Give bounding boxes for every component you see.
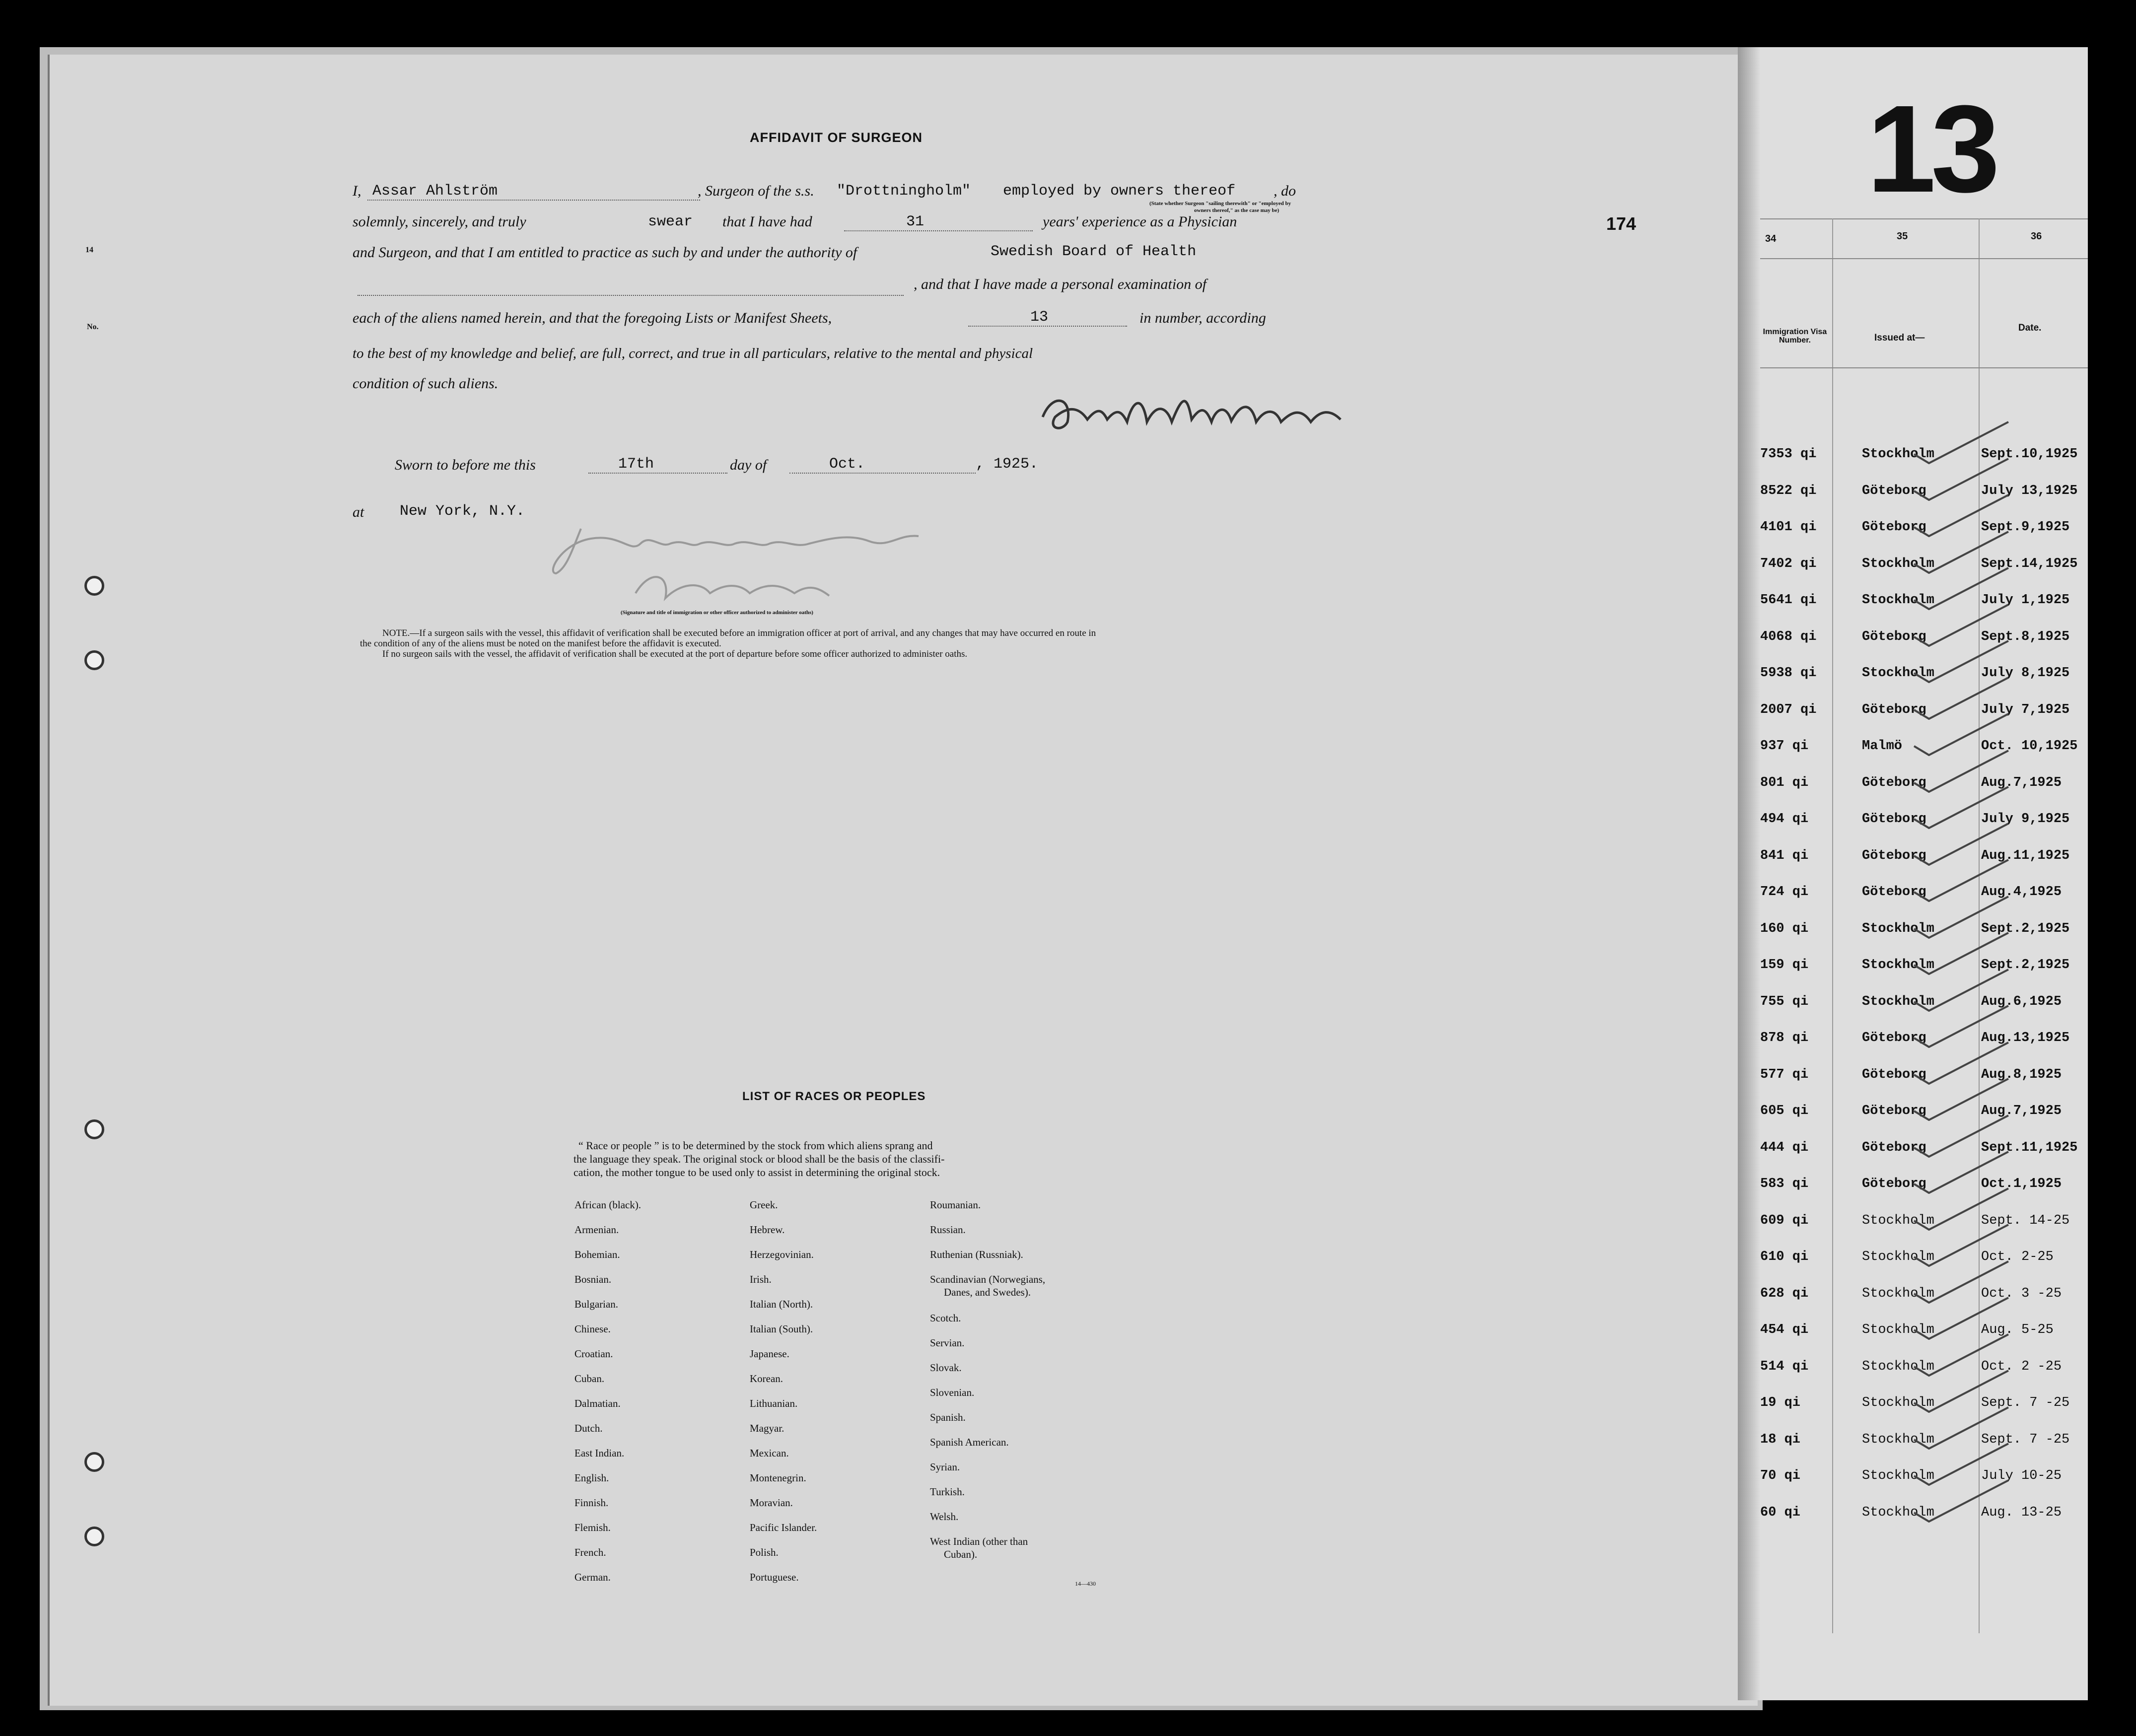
visa-date: Aug.7,1925 bbox=[1981, 775, 2062, 790]
race-item: Slovak. bbox=[930, 1362, 962, 1374]
visa-date: July 9,1925 bbox=[1981, 812, 2070, 827]
issued-at: Göteborg bbox=[1862, 520, 1926, 535]
visa-date: Aug. 5-25 bbox=[1981, 1322, 2054, 1337]
visa-date: July 7,1925 bbox=[1981, 702, 2070, 717]
affidavit-line-2b: that I have had bbox=[722, 213, 812, 230]
race-item: Welsh. bbox=[930, 1511, 959, 1523]
issued-at: Göteborg bbox=[1862, 812, 1926, 827]
race-item: Greek. bbox=[750, 1199, 778, 1211]
employment-note-1: (State whether Surgeon "sailing therewith" or "employed by bbox=[1149, 201, 1291, 207]
visa-date: Aug.8,1925 bbox=[1981, 1067, 2062, 1082]
race-item: Spanish. bbox=[930, 1411, 966, 1423]
race-item: Korean. bbox=[750, 1373, 783, 1385]
race-item: Pacific Islander. bbox=[750, 1522, 817, 1533]
form-number: 14—430 bbox=[1075, 1580, 1096, 1587]
visa-number: 159 qi bbox=[1760, 958, 1809, 972]
visa-date: Sept.14,1925 bbox=[1981, 556, 2078, 571]
issued-at: Stockholm bbox=[1862, 666, 1934, 681]
officer-caption: (Signature and title of immigration or other officer authorized to administer oaths) bbox=[621, 610, 813, 616]
visa-date: Sept.2,1925 bbox=[1981, 921, 2070, 936]
visa-number: 8522 qi bbox=[1760, 483, 1817, 498]
issued-at: Göteborg bbox=[1862, 1067, 1926, 1082]
race-item: Mexican. bbox=[750, 1447, 789, 1459]
race-item: Cuban). bbox=[944, 1548, 978, 1560]
race-item: Italian (South). bbox=[750, 1323, 813, 1335]
race-item: Scandinavian (Norwegians, bbox=[930, 1273, 1046, 1285]
race-item: Irish. bbox=[750, 1273, 772, 1285]
visa-date: Sept.10,1925 bbox=[1981, 447, 2078, 462]
race-item: Magyar. bbox=[750, 1422, 784, 1434]
header-date: Date. bbox=[2018, 323, 2042, 333]
issued-at: Stockholm bbox=[1862, 1395, 1934, 1410]
race-item: West Indian (other than bbox=[930, 1535, 1028, 1547]
column-number: 34 bbox=[1765, 233, 1777, 244]
race-item: Polish. bbox=[750, 1546, 779, 1558]
margin-no-label: No. bbox=[87, 323, 99, 331]
race-item: Moravian. bbox=[750, 1497, 793, 1509]
check-mark bbox=[1909, 1478, 2018, 1523]
issued-at: Göteborg bbox=[1862, 1177, 1926, 1191]
visa-number: 2007 qi bbox=[1760, 702, 1817, 717]
visa-number: 444 qi bbox=[1760, 1140, 1809, 1155]
visa-number: 724 qi bbox=[1760, 885, 1809, 900]
sworn-year: , 1925. bbox=[976, 456, 1039, 473]
visa-date: Aug.4,1925 bbox=[1981, 885, 2062, 900]
race-item: Roumanian. bbox=[930, 1199, 981, 1211]
race-item: Portuguese. bbox=[750, 1571, 799, 1583]
race-item: East Indian. bbox=[574, 1447, 625, 1459]
visa-date: Aug.13,1925 bbox=[1981, 1031, 2070, 1045]
race-item: Bohemian. bbox=[574, 1249, 620, 1260]
race-item: Ruthenian (Russniak). bbox=[930, 1249, 1023, 1260]
race-item: Syrian. bbox=[930, 1461, 960, 1473]
surgeon-name-rule bbox=[367, 200, 700, 201]
visa-number: 628 qi bbox=[1760, 1286, 1809, 1301]
affidavit-page bbox=[48, 55, 1758, 1706]
visa-date: July 1,1925 bbox=[1981, 593, 2070, 608]
visa-number: 583 qi bbox=[1760, 1177, 1809, 1191]
affidavit-title: AFFIDAVIT OF SURGEON bbox=[750, 130, 923, 145]
visa-date: Aug.11,1925 bbox=[1981, 848, 2070, 863]
race-item: Bulgarian. bbox=[574, 1298, 619, 1310]
sworn-day-rule bbox=[588, 473, 727, 474]
issued-at: Göteborg bbox=[1862, 1140, 1926, 1155]
column-number: 36 bbox=[2031, 231, 2042, 242]
visa-date: Sept.9,1925 bbox=[1981, 520, 2070, 535]
visa-number: 937 qi bbox=[1760, 739, 1809, 754]
visa-date: July 8,1925 bbox=[1981, 666, 2070, 681]
affidavit-line-2a: solemnly, sincerely, and truly bbox=[353, 213, 526, 230]
race-item: Montenegrin. bbox=[750, 1472, 806, 1484]
affidavit-line-3: and Surgeon, and that I am entitled to practice as such by and under the authority of bbox=[353, 244, 857, 261]
header-issued-at: Issued at— bbox=[1874, 333, 1925, 343]
issued-at: Stockholm bbox=[1862, 921, 1934, 936]
manifest-sheet-number: 13 bbox=[1867, 79, 1995, 218]
manifest-fold-shadow bbox=[1738, 47, 1762, 1700]
race-item: Russian. bbox=[930, 1224, 966, 1236]
race-item: Chinese. bbox=[574, 1323, 611, 1335]
visa-number: 160 qi bbox=[1760, 921, 1809, 936]
oath-type: swear bbox=[648, 213, 693, 230]
column-number: 35 bbox=[1897, 231, 1908, 242]
issued-at: Stockholm bbox=[1862, 1432, 1934, 1447]
visa-number: 577 qi bbox=[1760, 1067, 1809, 1082]
issued-at: Göteborg bbox=[1862, 629, 1926, 644]
surgeon-signature bbox=[1033, 382, 1380, 442]
issued-at: Göteborg bbox=[1862, 483, 1926, 498]
race-item: Slovenian. bbox=[930, 1387, 975, 1398]
race-item: Italian (North). bbox=[750, 1298, 813, 1310]
race-item: Finnish. bbox=[574, 1497, 609, 1509]
affidavit-line-6: to the best of my knowledge and belief, are full, correct, and true in all particulars, relative to the mental and physical bbox=[353, 346, 1033, 361]
visa-number: 5938 qi bbox=[1760, 666, 1817, 681]
race-item: Turkish. bbox=[930, 1486, 965, 1498]
affidavit-line-1c: , do bbox=[1274, 183, 1296, 199]
visa-number: 19 qi bbox=[1760, 1395, 1801, 1410]
race-item: Danes, and Swedes). bbox=[944, 1286, 1031, 1298]
issued-at: Stockholm bbox=[1862, 556, 1934, 571]
visa-number: 494 qi bbox=[1760, 812, 1809, 827]
sheet-count: 13 bbox=[1030, 309, 1049, 326]
at-label: at bbox=[353, 504, 364, 520]
visa-date: Sept.2,1925 bbox=[1981, 958, 2070, 972]
punch-hole bbox=[84, 1452, 104, 1472]
race-item: Hebrew. bbox=[750, 1224, 785, 1236]
employment-status: employed by owners thereof bbox=[1003, 183, 1236, 200]
races-intro-1: “ Race or people ” is to be determined by the stock from which aliens sprang and bbox=[578, 1139, 933, 1152]
race-item: Spanish American. bbox=[930, 1436, 1009, 1448]
issued-at: Göteborg bbox=[1862, 885, 1926, 900]
visa-number: 7402 qi bbox=[1760, 556, 1817, 571]
note-line-3: If no surgeon sails with the vessel, the affidavit of verification shall be executed at the port of departure before some officer authorized to administer oaths. bbox=[382, 649, 968, 659]
affidavit-line-1a: I, bbox=[353, 183, 361, 199]
visa-number: 610 qi bbox=[1760, 1250, 1809, 1264]
years-rule bbox=[844, 230, 1033, 231]
authority-rule bbox=[357, 295, 904, 296]
affidavit-line-5b: in number, according bbox=[1139, 310, 1266, 326]
affidavit-line-1b: , Surgeon of the s.s. bbox=[698, 183, 814, 199]
visa-number: 454 qi bbox=[1760, 1322, 1809, 1337]
sworn-day-of: day of bbox=[730, 457, 767, 473]
races-title: LIST OF RACES OR PEOPLES bbox=[742, 1090, 926, 1103]
race-item: Flemish. bbox=[574, 1522, 611, 1533]
visa-number: 5641 qi bbox=[1760, 593, 1817, 608]
visa-date: Oct. 2 -25 bbox=[1981, 1359, 2062, 1374]
visa-date: Aug.6,1925 bbox=[1981, 994, 2062, 1009]
issued-at: Stockholm bbox=[1862, 958, 1934, 972]
issued-at: Göteborg bbox=[1862, 1104, 1926, 1118]
years-experience: 31 bbox=[906, 213, 925, 230]
affidavit-line-5a: each of the aliens named herein, and that the foregoing Lists or Manifest Sheets, bbox=[353, 310, 832, 326]
punch-hole bbox=[84, 650, 104, 670]
page-number: 174 bbox=[1606, 213, 1637, 234]
punch-hole bbox=[84, 1119, 104, 1139]
race-item: Lithuanian. bbox=[750, 1397, 798, 1409]
punch-hole bbox=[84, 1527, 104, 1546]
sworn-label: Sworn to before me this bbox=[395, 457, 536, 473]
visa-date: Oct. 10,1925 bbox=[1981, 739, 2078, 754]
visa-date: Aug.7,1925 bbox=[1981, 1104, 2062, 1118]
sheets-rule bbox=[968, 326, 1127, 327]
visa-number: 514 qi bbox=[1760, 1359, 1809, 1374]
visa-date: Sept.11,1925 bbox=[1981, 1140, 2078, 1155]
race-item: Croatian. bbox=[574, 1348, 613, 1360]
employment-note-2: owners thereof," as the case may be) bbox=[1194, 208, 1280, 213]
visa-date: Sept. 7 -25 bbox=[1981, 1395, 2070, 1410]
race-item: Japanese. bbox=[750, 1348, 789, 1360]
affidavit-line-7: condition of such aliens. bbox=[353, 375, 498, 392]
visa-date: Oct. 3 -25 bbox=[1981, 1286, 2062, 1301]
visa-number: 60 qi bbox=[1760, 1505, 1801, 1520]
race-item: Bosnian. bbox=[574, 1273, 612, 1285]
issued-at: Malmö bbox=[1862, 739, 1903, 754]
issued-at: Stockholm bbox=[1862, 1359, 1934, 1374]
sworn-month-rule bbox=[789, 473, 976, 474]
race-item: Servian. bbox=[930, 1337, 965, 1349]
issued-at: Stockholm bbox=[1862, 447, 1934, 462]
visa-number: 605 qi bbox=[1760, 1104, 1809, 1118]
issued-at: Stockholm bbox=[1862, 1250, 1934, 1264]
issued-at: Göteborg bbox=[1862, 775, 1926, 790]
race-item: Dutch. bbox=[574, 1422, 603, 1434]
visa-number: 7353 qi bbox=[1760, 447, 1817, 462]
race-item: Dalmatian. bbox=[574, 1397, 621, 1409]
race-item: Scotch. bbox=[930, 1312, 961, 1324]
visa-date: Sept. 14-25 bbox=[1981, 1213, 2070, 1228]
sworn-day: 17th bbox=[618, 456, 654, 473]
visa-date: Sept.8,1925 bbox=[1981, 629, 2070, 644]
visa-date: July 13,1925 bbox=[1981, 483, 2078, 498]
header-visa-number: Immigration Visa Number. bbox=[1763, 328, 1827, 345]
visa-number: 609 qi bbox=[1760, 1213, 1809, 1228]
ship-name: "Drottningholm" bbox=[837, 183, 971, 200]
race-item: English. bbox=[574, 1472, 609, 1484]
issued-at: Stockholm bbox=[1862, 1468, 1934, 1483]
punch-hole bbox=[84, 576, 104, 596]
visa-number: 70 qi bbox=[1760, 1468, 1801, 1483]
issued-at: Stockholm bbox=[1862, 593, 1934, 608]
sworn-month: Oct. bbox=[829, 456, 865, 473]
affidavit-line-4: , and that I have made a personal examination of bbox=[914, 276, 1207, 292]
visa-date: Sept. 7 -25 bbox=[1981, 1432, 2070, 1447]
sworn-place: New York, N.Y. bbox=[400, 503, 525, 520]
race-item: German. bbox=[574, 1571, 611, 1583]
races-intro-2: the language they speak. The original stock or blood shall be the basis of the classifi- bbox=[573, 1153, 945, 1165]
visa-number: 755 qi bbox=[1760, 994, 1809, 1009]
surgeon-name: Assar Ahlström bbox=[372, 183, 498, 200]
visa-number: 878 qi bbox=[1760, 1031, 1809, 1045]
affidavit-line-2c: years' experience as a Physician bbox=[1043, 213, 1237, 230]
issued-at: Göteborg bbox=[1862, 702, 1926, 717]
visa-number: 841 qi bbox=[1760, 848, 1809, 863]
race-item: Cuban. bbox=[574, 1373, 605, 1385]
margin-number: 14 bbox=[85, 246, 93, 254]
visa-number: 18 qi bbox=[1760, 1432, 1801, 1447]
issued-at: Göteborg bbox=[1862, 1031, 1926, 1045]
issued-at: Stockholm bbox=[1862, 1505, 1934, 1520]
manifest-row bbox=[1760, 1505, 2088, 1520]
visa-date: Aug. 13-25 bbox=[1981, 1505, 2062, 1520]
issued-at: Stockholm bbox=[1862, 1213, 1934, 1228]
race-item: African (black). bbox=[574, 1199, 641, 1211]
issued-at: Stockholm bbox=[1862, 1322, 1934, 1337]
issued-at: Stockholm bbox=[1862, 1286, 1934, 1301]
visa-number: 4068 qi bbox=[1760, 629, 1817, 644]
visa-date: July 10-25 bbox=[1981, 1468, 2062, 1483]
issued-at: Stockholm bbox=[1862, 994, 1934, 1009]
races-intro-3: cation, the mother tongue to be used only to assist in determining the original stock. bbox=[573, 1166, 940, 1179]
visa-number: 4101 qi bbox=[1760, 520, 1817, 535]
visa-number: 801 qi bbox=[1760, 775, 1809, 790]
authority: Swedish Board of Health bbox=[991, 243, 1197, 260]
visa-date: Oct. 2-25 bbox=[1981, 1250, 2054, 1264]
inspector-signature bbox=[551, 514, 958, 613]
note-line-1: NOTE.—If a surgeon sails with the vessel, this affidavit of verification shall be executed before an immigration officer at port of arrival, and any changes that may have occurred en route in bbox=[382, 628, 1096, 638]
race-item: Armenian. bbox=[574, 1224, 619, 1236]
issued-at: Göteborg bbox=[1862, 848, 1926, 863]
race-item: Herzegovinian. bbox=[750, 1249, 814, 1260]
manifest-table bbox=[1760, 218, 2088, 1633]
race-item: French. bbox=[574, 1546, 606, 1558]
visa-date: Oct.1,1925 bbox=[1981, 1177, 2062, 1191]
note-line-2: the condition of any of the aliens must be noted on the manifest before the affidavit is executed. bbox=[360, 638, 721, 649]
